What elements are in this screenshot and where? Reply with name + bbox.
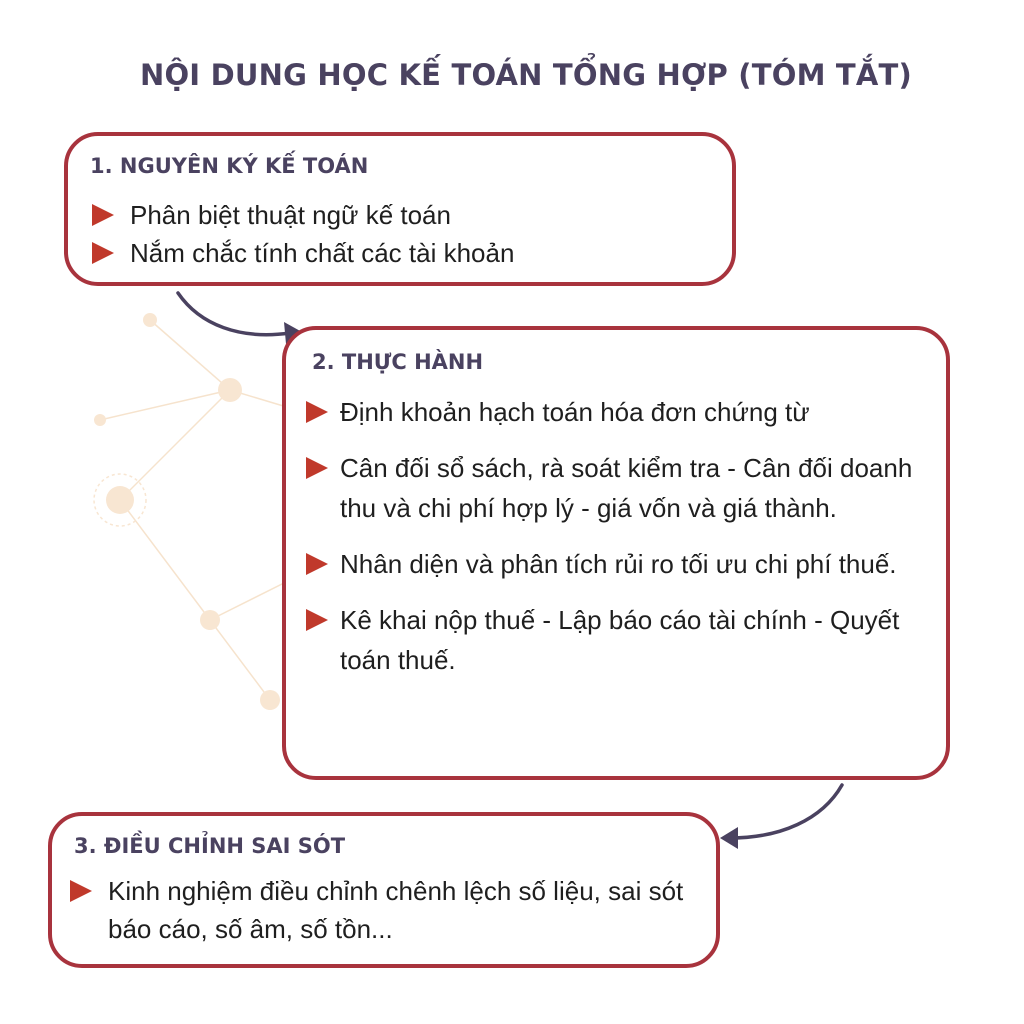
triangle-bullet-icon bbox=[306, 553, 328, 575]
triangle-bullet-icon bbox=[92, 242, 114, 264]
list-item bbox=[304, 544, 930, 584]
page-title: NỘI DUNG HỌC KẾ TOÁN TỔNG HỢP (TÓM TẮT) bbox=[139, 58, 912, 92]
section-1-heading: 1. NGUYÊN KÝ KẾ TOÁN bbox=[90, 154, 369, 178]
list-item bbox=[304, 392, 930, 432]
list-item bbox=[304, 448, 930, 528]
list-item bbox=[90, 234, 712, 272]
item-text: Nắm chắc tính chất các tài khoản bbox=[130, 238, 515, 268]
triangle-bullet-icon bbox=[306, 401, 328, 423]
item-text: Phân biệt thuật ngữ kế toán bbox=[130, 200, 451, 230]
item-text: Kê khai nộp thuế - Lập báo cáo tài chính - Quyết toán thuế. bbox=[340, 605, 900, 675]
item-text: Định khoản hạch toán hóa đơn chứng từ bbox=[340, 397, 810, 427]
item-text: Kinh nghiệm điều chỉnh chênh lệch số liệu, sai sót báo cáo, số âm, số tồn... bbox=[108, 876, 684, 944]
triangle-bullet-icon bbox=[92, 204, 114, 226]
item-text: Cân đối sổ sách, rà soát kiểm tra - Cân đối doanh thu và chi phí hợp lý - giá vốn và giá thành. bbox=[340, 453, 913, 523]
list-item bbox=[90, 196, 712, 234]
section-3-list bbox=[68, 872, 696, 948]
triangle-bullet-icon bbox=[306, 457, 328, 479]
section-3-heading: 3. ĐIỀU CHỈNH SAI SÓT bbox=[74, 834, 346, 858]
section-2-list bbox=[304, 392, 930, 696]
triangle-bullet-icon bbox=[306, 609, 328, 631]
item-text: Nhân diện và phân tích rủi ro tối ưu chi phí thuế. bbox=[340, 549, 897, 579]
section-1-list bbox=[90, 196, 712, 272]
section-2-heading: 2. THỰC HÀNH bbox=[312, 350, 484, 374]
section-3-box bbox=[48, 812, 720, 968]
triangle-bullet-icon bbox=[70, 880, 92, 902]
list-item bbox=[304, 600, 930, 680]
section-2-box bbox=[282, 326, 950, 780]
section-1-box bbox=[64, 132, 736, 286]
list-item bbox=[68, 872, 696, 948]
